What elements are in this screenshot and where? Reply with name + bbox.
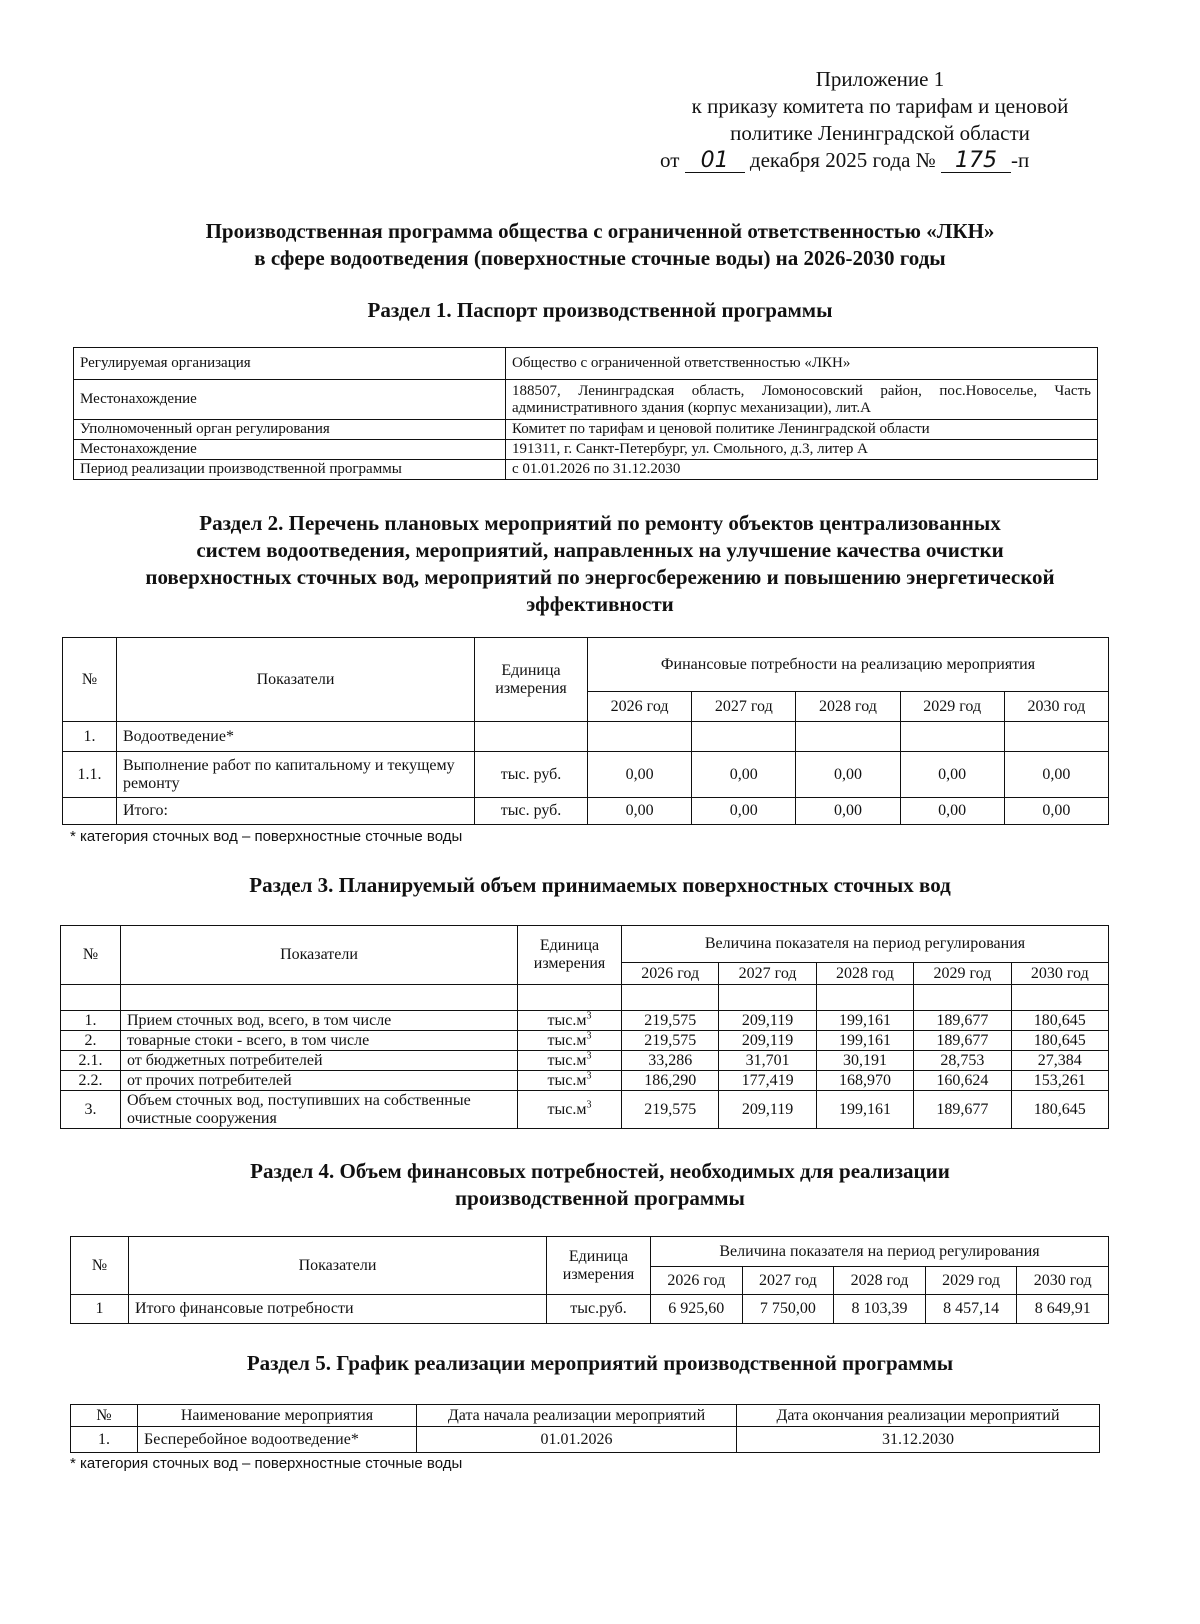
table-row: Регулируемая организация Общество с ограниченной ответственностью «ЛКН» [74, 348, 1098, 380]
section5-title: Раздел 5. График реализации мероприятий производственной программы [246, 1351, 954, 1375]
table-row: 1 Итого финансовые потребности тыс.руб. 6 925,60 7 750,00 8 103,39 8 457,14 8 649,91 [71, 1295, 1109, 1324]
appendix-order-ref: к приказу комитета по тарифам и ценовой [691, 94, 1069, 118]
table-row: Уполномоченный орган регулирования Комитет по тарифам и ценовой политике Ленинградской области [74, 420, 1098, 440]
appendix-date-line: от 01 декабря 2025 года № 175 -п [660, 148, 1030, 173]
table-row: Местонахождение 191311, г. Санкт-Петербург, ул. Смольного, д.3, литер А [74, 440, 1098, 460]
schedule-table [70, 1404, 1100, 1453]
table-header-row: № Показатели Единица измерения Величина показателя на период регулирования [71, 1237, 1109, 1267]
appendix-number: Приложение 1 [815, 67, 945, 91]
table-row: 2. товарные стоки - всего, в том числе $тыс.м^3$ 219,575 209,119 199,161 189,677 180,645 [61, 1031, 1109, 1051]
volume-table [60, 925, 1109, 1129]
section2-footnote: * категория сточных вод – поверхностные сточные воды [70, 828, 463, 845]
measures-table [62, 637, 1109, 825]
table-header-row: 2026 год 2027 год 2028 год 2029 год 2030 год [71, 1267, 1109, 1295]
table-header-row: 2026 год 2027 год 2028 год 2029 год 2030 год [61, 963, 1109, 985]
handwritten-order-number: 175 [941, 150, 1011, 173]
section1-title: Раздел 1. Паспорт производственной программы [367, 298, 833, 322]
section3-title: Раздел 3. Планируемый объем принимаемых поверхностных сточных вод [249, 873, 951, 897]
table-row: Местонахождение 188507, Ленинградская область, Ломоносовский район, пос.Новоселье, Часть административного здания (корпус механизации), лит.А [74, 380, 1098, 420]
table-header-row: № Наименование мероприятия Дата начала реализации мероприятий Дата окончания реализации мероприятий [71, 1405, 1100, 1427]
program-title: Производственная программа общества с ограниченной ответственностью «ЛКН» в сфере водоотведения (поверхностные сточные воды) на 2026-2030 годы [205, 219, 995, 270]
handwritten-day: 01 [685, 150, 745, 173]
table-row: 2.2. от прочих потребителей $тыс.м^3$ 186,290 177,419 168,970 160,624 153,261 [61, 1071, 1109, 1091]
table-row: 3. Объем сточных вод, поступивших на собственные очистные сооружения $тыс.м^3$ 219,575 209,119 199,161 189,677 180,645 [61, 1091, 1109, 1129]
table-row: 2.1. от бюджетных потребителей $тыс.м^3$ 33,286 31,701 30,191 28,753 27,384 [61, 1051, 1109, 1071]
finance-table [70, 1236, 1109, 1324]
table-row: 1. Водоотведение* [63, 722, 1109, 752]
section2-title: Раздел 2. Перечень плановых мероприятий по ремонту объектов централизованных систем водоотведения, мероприятий, направленных на улучшение качества очистки поверхностных сточных вод, мероприятий по энергосбережению и повышению энергетической эффективности [145, 511, 1055, 616]
section4-title: Раздел 4. Объем финансовых потребностей, необходимых для реализации производственной программы [250, 1159, 950, 1210]
table-spacer-row [61, 985, 1109, 1011]
table-row: 1. Бесперебойное водоотведение* 01.01.2026 31.12.2030 [71, 1427, 1100, 1453]
table-row: 1.1. Выполнение работ по капитальному и текущему ремонту тыс. руб. 0,00 0,00 0,00 0,00 0,00 [63, 752, 1109, 798]
table-row: Итого: тыс. руб. 0,00 0,00 0,00 0,00 0,00 [63, 798, 1109, 825]
table-row: Период реализации производственной программы с 01.01.2026 по 31.12.2030 [74, 460, 1098, 480]
section5-footnote: * категория сточных вод – поверхностные сточные воды [70, 1455, 463, 1472]
table-header-row: № Показатели Единица измерения Величина показателя на период регулирования [61, 926, 1109, 963]
table-header-row: № Показатели Единица измерения Финансовые потребности на реализацию мероприятия [63, 638, 1109, 692]
table-header-row: 2026 год 2027 год 2028 год 2029 год 2030 год [63, 692, 1109, 722]
table-row: 1. Прием сточных вод, всего, в том числе $тыс.м^3$ 219,575 209,119 199,161 189,677 180,645 [61, 1011, 1109, 1031]
appendix-header [640, 66, 1120, 174]
passport-table [73, 347, 1098, 480]
appendix-committee: политике Ленинградской области [730, 121, 1030, 145]
